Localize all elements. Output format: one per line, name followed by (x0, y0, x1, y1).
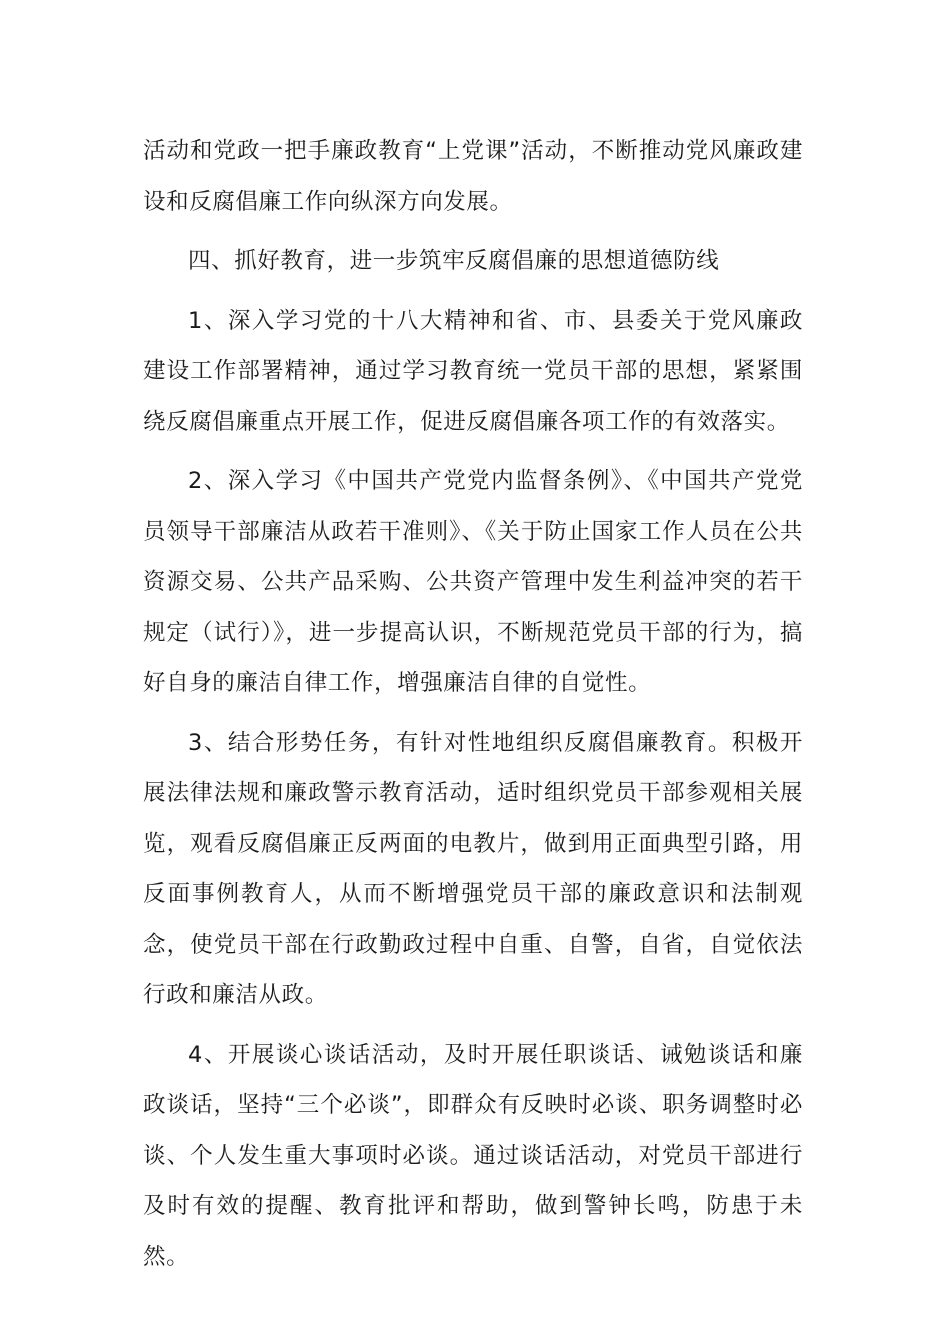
paragraph-item-4: 4、开展谈心谈话活动，及时开展任职谈话、诫勉谈话和廉政谈话，坚持“三个必谈”，即群众有反映时必谈、职务调整时必谈、个人发生重大事项时必谈。通过谈话活动，对党员干部进行及时有效的提醒、教育批评和帮助，做到警钟长鸣，防患于未然。 (143, 1041, 803, 1270)
paragraph-item-1: 1、深入学习党的十八大精神和省、市、县委关于党风廉政建设工作部署精神，通过学习教育统一党员干部的思想，紧紧围绕反腐倡廉重点开展工作，促进反腐倡廉各项工作的有效落实。 (143, 307, 803, 435)
paragraph-item-3: 3、结合形势任务，有针对性地组织反腐倡廉教育。积极开展法律法规和廉政警示教育活动，适时组织党员干部参观相关展览，观看反腐倡廉正反两面的电教片，做到用正面典型引路，用反面事例教育人，从而不断增强党员干部的廉政意识和法制观念，使党员干部在行政勤政过程中自重、自警，自省，自觉依法行政和廉洁从政。 (143, 729, 803, 1008)
paragraph-item-2: 2、深入学习《中国共产党党内监督条例》、《中国共产党党员领导干部廉洁从政若干准则》、《关于防止国家工作人员在公共资源交易、公共产品采购、公共资产管理中发生利益冲突的若干规定（试行）》，进一步提高认识，不断规范党员干部的行为，搞好自身的廉洁自律工作，增强廉洁自律的自觉性。 (143, 468, 803, 696)
section-heading-4: 四、抓好教育，进一步筑牢反腐倡廉的思想道德防线 (188, 248, 720, 274)
document-body (143, 126, 803, 1282)
paragraph-continuation: 活动和党政一把手廉政教育“上党课”活动，不断推动党风廉政建设和反腐倡廉工作向纵深方向发展。 (143, 138, 803, 215)
